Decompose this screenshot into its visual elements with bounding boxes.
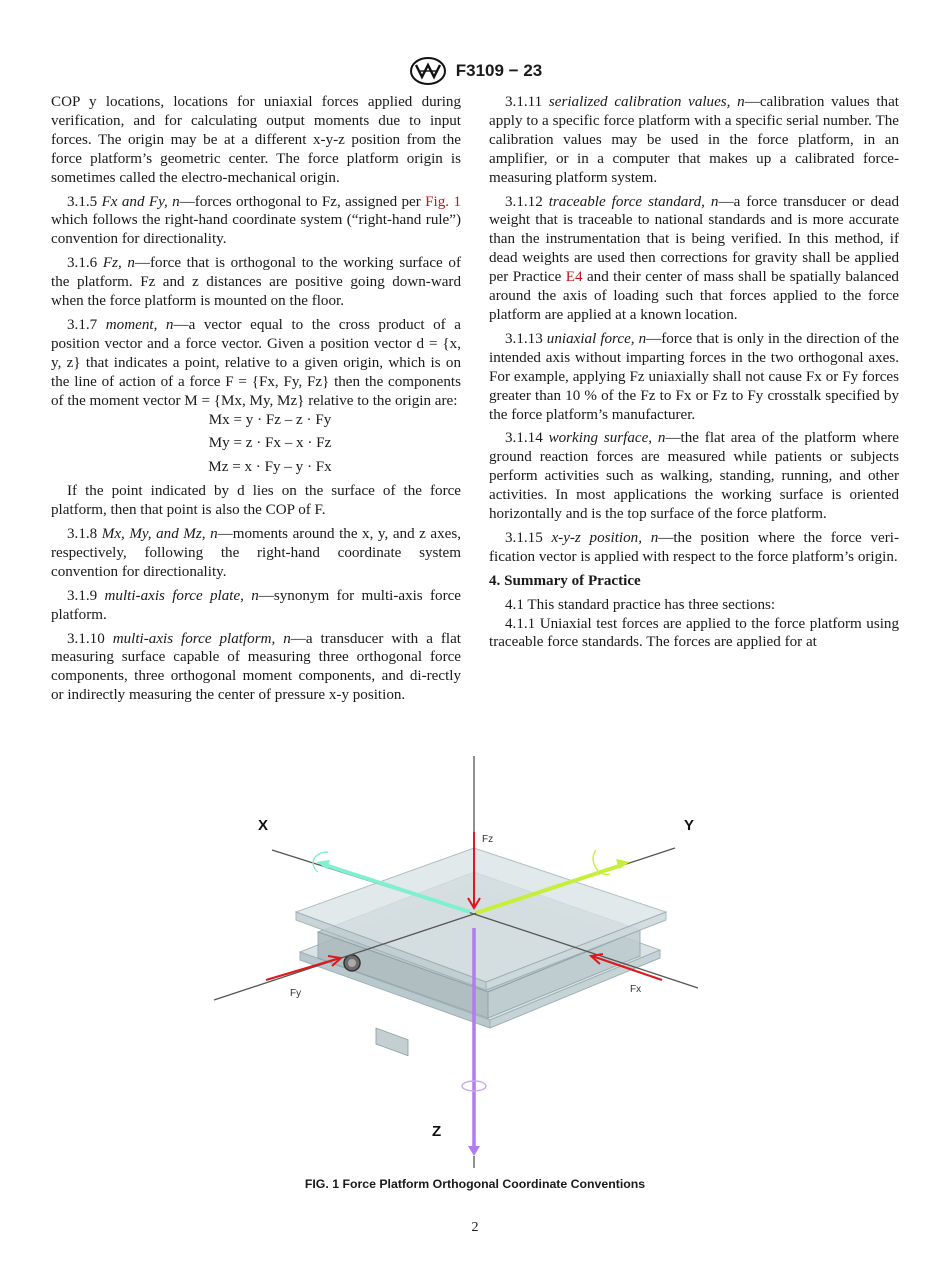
astm-logo (408, 56, 448, 86)
equation-my: My = z · Fx – x · Fz (208, 435, 332, 452)
definition-3-1-5: 3.1.5 Fx and Fy, n—forces orthogonal to Fz, assigned per Fig. 1 which follows the right-hand coordinate system (“right-hand rule”) convention for directionality. (51, 193, 461, 248)
paragraph-4-1-1: 4.1.1 Uniaxial test forces are applied to the force platform using traceable force standards. The forces are applied for at (489, 615, 899, 651)
term: multi-axis force plate, n (104, 587, 259, 604)
paragraph-4-1: 4.1 This standard practice has three sections: (505, 596, 776, 613)
definition-3-1-9: 3.1.9 multi-axis force plate, n—synonym for multi-axis force platform. (51, 587, 461, 623)
right-column (489, 93, 899, 657)
figure-link[interactable]: Fig. 1 (425, 193, 461, 210)
equation-mx: Mx = y · Fz – z · Fy (208, 411, 332, 428)
definition-3-1-7: 3.1.7 moment, n—a vector equal to the cross product of a position vector and a force vector. Given a position vector d = {x, y, z} that indicates a point, relative to a given origin, which is on the line of action of a force F = {Fx, Fy, Fz} then the components of the moment vector M = {Mx, My, Mz} relative to the origin are: (51, 316, 461, 409)
term: Fz, n (102, 255, 135, 272)
term: multi-axis force platform, n (112, 630, 291, 647)
term: serialized calibration values, n (548, 94, 745, 110)
definition-3-1-6: 3.1.6 Fz, n—force that is orthogonal to the working surface of the platform. Fz and z distances are positive going down-ward when the force platform is mounted on the floor. (51, 255, 461, 310)
term: moment, n (105, 316, 174, 333)
term: working surface, n (548, 430, 666, 447)
label-plate (376, 1028, 408, 1056)
paragraph: COP y locations, locations for uniaxial forces applied during verification, and for calculating output moments due to input forces. The origin may be at a different x-y-z position from the force platform’s geometric center. The force platform origin is sometimes called the electro-mechanical origin. (51, 94, 461, 186)
definition-3-1-8: 3.1.8 Mx, My, and Mz, n—moments around the x, y, and z axes, respectively, following the right-hand coordinate system convention for directionality. (51, 526, 462, 580)
standard-designation: F3109 − 23 (455, 61, 543, 80)
y-axis-label: Y (684, 817, 695, 834)
definition-3-1-10: 3.1.10 multi-axis force platform, n—a transducer with a flat measuring surface capable of measuring three orthogonal force components, three orthogonal moment components, and di-rectly or indirectly measuring the center of pressure x-y position. (51, 630, 461, 704)
left-column (51, 93, 461, 710)
equation-mz: Mz = x · Fy – y · Fx (208, 459, 332, 476)
term: uniaxial force, n (546, 330, 647, 347)
definition-3-1-15: 3.1.15 x-y-z position, n—the position where the force veri-fication vector is applied with respect to the force platform’s origin. (489, 529, 899, 565)
figure-caption: FIG. 1 Force Platform Orthogonal Coordinate Conventions (304, 1177, 646, 1191)
section-heading: 4. Summary of Practice (489, 572, 641, 589)
fz-label: Fz (482, 834, 494, 845)
page-number: 2 (471, 1220, 479, 1235)
x-axis-label: X (258, 817, 269, 834)
z-axis-label: Z (432, 1123, 442, 1140)
definition-3-1-12: 3.1.12 traceable force standard, n—a force transducer or dead weight that is traceable to national standards and is more accurate than the instrumentation that is being verified. In this method, if dead weights are used then corrections for gravity shall be applied per Practice E4 and their center of mass shall be spatially balanced around the axis of loading such that forces applied to the force platform are applied at a known location. (489, 193, 900, 323)
page-header (0, 56, 950, 86)
term: x-y-z position, n (551, 529, 659, 546)
term: Fx and Fy, n (101, 193, 180, 210)
paragraph: If the point indicated by d lies on the surface of the force platform, then that point is also the COP of F. (51, 483, 461, 519)
standard-link[interactable]: E4 (565, 269, 583, 286)
term: Mx, My, and Mz, n (101, 526, 218, 543)
term: traceable force standard, n (548, 193, 719, 210)
definition-3-1-13: 3.1.13 uniaxial force, n—force that is only in the direction of the intended axis without imparting forces in the two orthogonal axes. For example, applying Fz uniaxially shall not cause Fx or Fy forces greater than 10 % of the Fz to Fx or Fz to Fy crosstalk specified by the force platform’s manufacturer. (489, 330, 899, 423)
definition-3-1-14: 3.1.14 working surface, n—the flat area of the platform where ground reaction forces are measured while patients or subjects perform activities such as walking, standing, running, and other activities. In most applications the working surface is oriented horizontally and is the top surface of the force platform. (489, 430, 899, 523)
fy-label: Fy (290, 988, 302, 999)
coordinate-diagram (200, 752, 760, 1172)
definition-3-1-11: 3.1.11 serialized calibration values, n—calibration values that apply to a specific force platform with a specific serial number. The calibration values may be used in the force platform, in an amplifier, or in a computer that makes up a calibrated force-measuring platform system. (489, 94, 899, 186)
fx-label: Fx (630, 984, 642, 995)
